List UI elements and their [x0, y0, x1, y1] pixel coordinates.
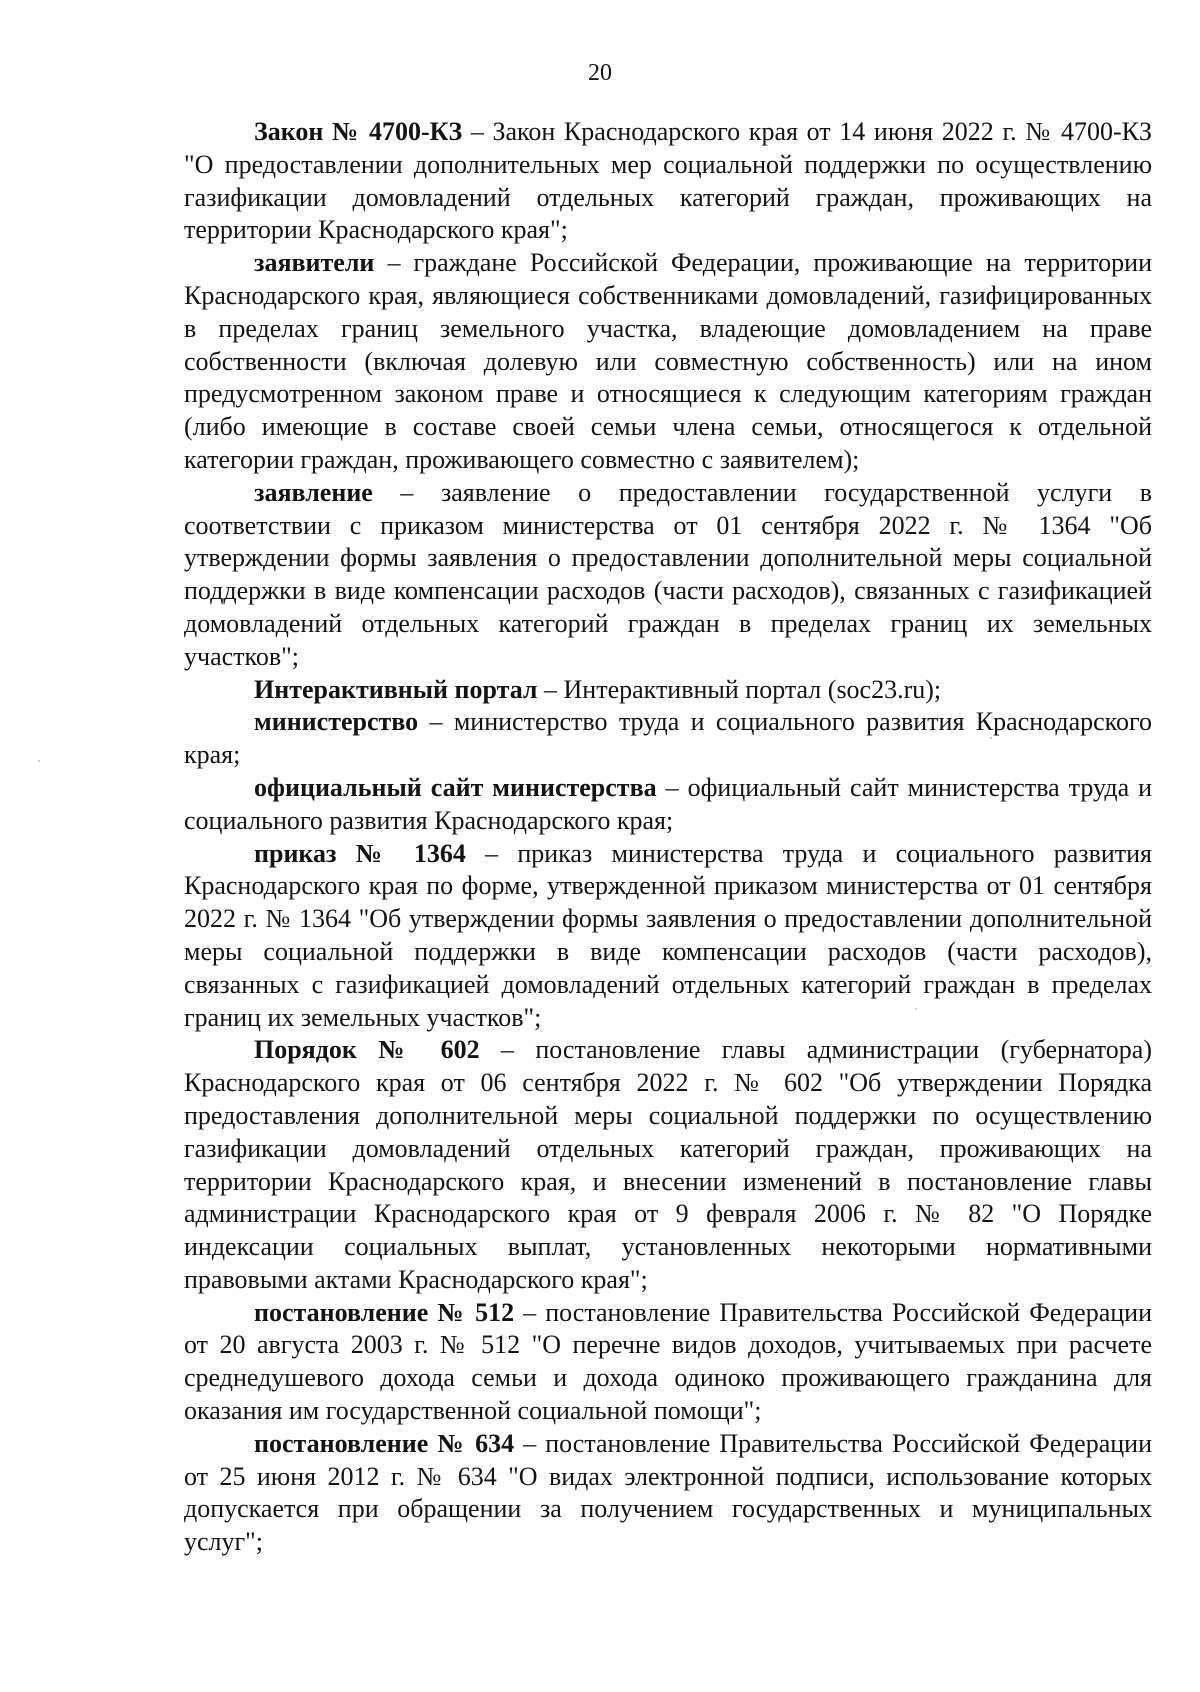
definition-term: Порядок № 602 [254, 1035, 480, 1065]
definition-text: – Закон Краснодарского края от 14 июня 2022 г. № 4700-КЗ "О предоставлении дополнительных мер социальной поддержки по осуществлению газификации домовладений отдельных категорий граждан, проживающих на территории Краснодарского края"; [184, 117, 1152, 245]
definition-entry [184, 674, 1152, 707]
definition-text: – Интерактивный портал (soc23.ru); [537, 674, 942, 704]
page-number: 20 [588, 60, 612, 86]
definition-entry [184, 1034, 1152, 1296]
definition-entry [184, 116, 1152, 247]
definition-entry [184, 477, 1152, 674]
definition-entry [184, 706, 1152, 772]
definitions-list [184, 116, 1152, 1559]
definition-text: – министерство труда и социального развития Краснодарского края; [184, 707, 1152, 770]
definition-text: – приказ министерства труда и социального развития Краснодарского края по форме, утвержденной приказом министерства от 01 сентября 2022 г. № 1364 "Об утверждении формы заявления о предоставлении дополнительной меры социальной поддержки в виде компенсации расходов (части расходов), связанных с газификацией домовладений отдельных категорий граждан в пределах границ их земельных участков"; [184, 838, 1152, 1032]
definition-term: постановление № 634 [254, 1428, 515, 1458]
scan-speck [38, 760, 40, 762]
definition-term: Интерактивный портал [254, 674, 538, 704]
definition-text: – официальный сайт министерства труда и социального развития Краснодарского края; [184, 772, 1152, 835]
definition-text: – заявление о предоставлении государственной услуги в соответствии с приказом министерства от 01 сентября 2022 г. № 1364 "Об утверждении формы заявления о предоставлении дополнительной меры социальной поддержки в виде компенсации расходов (части расходов), связанных с газификацией домовладений отдельных категорий граждан в пределах границ их земельных участков"; [184, 477, 1152, 671]
definition-text: – постановление Правительства Российской Федерации от 25 июня 2012 г. № 634 "О видах электронной подписи, использование которых допускается при обращении за получением государственных и муниципальных услуг"; [184, 1428, 1152, 1557]
definition-text: – граждане Российской Федерации, проживающие на территории Краснодарского края, являющиеся собственниками домовладений, газифицированных в пределах границ земельного участка, владеющие домовладением на праве собственности (включая долевую или совместную собственность) или на ином предусмотренном законом праве и относящиеся к следующим категориям граждан (либо имеющие в составе своей семьи члена семьи, относящегося к отдельной категории граждан, проживающего совместно с заявителем); [184, 248, 1152, 474]
definition-term: заявители [254, 248, 375, 278]
definition-entry [184, 1428, 1152, 1559]
definition-term: Закон № 4700-КЗ [254, 117, 463, 146]
definition-text: – постановление Правительства Российской Федерации от 20 августа 2003 г. № 512 "О перечне видов доходов, учитываемых при расчете среднедушевого дохода семьи и дохода одиноко проживающего гражданина для оказания им государственной социальной помощи"; [184, 1297, 1152, 1426]
definition-entry [184, 1297, 1152, 1428]
scan-speck [915, 1008, 917, 1010]
definition-term: министерство [254, 707, 419, 737]
definition-entry [184, 838, 1152, 1035]
definition-term: заявление [254, 477, 373, 507]
definition-entry [184, 247, 1152, 477]
definition-term: постановление № 512 [254, 1297, 515, 1327]
definition-text: – постановление главы администрации (губернатора) Краснодарского края от 06 сентября 2022 г. № 602 "Об утверждении Порядка предоставления дополнительной меры социальной поддержки по осуществлению газификации домовладений отдельных категорий граждан, проживающих на территории Краснодарского края, и внесении изменений в постановление главы администрации Краснодарского края от 9 февраля 2006 г. № 82 "О Порядке индексации социальных выплат, установленных некоторыми нормативными правовыми актами Краснодарского края"; [184, 1035, 1152, 1294]
definition-term: официальный сайт министерства [254, 772, 657, 802]
definition-entry [184, 772, 1152, 838]
scan-speck [990, 737, 992, 739]
definition-term: приказ № 1364 [254, 838, 466, 868]
